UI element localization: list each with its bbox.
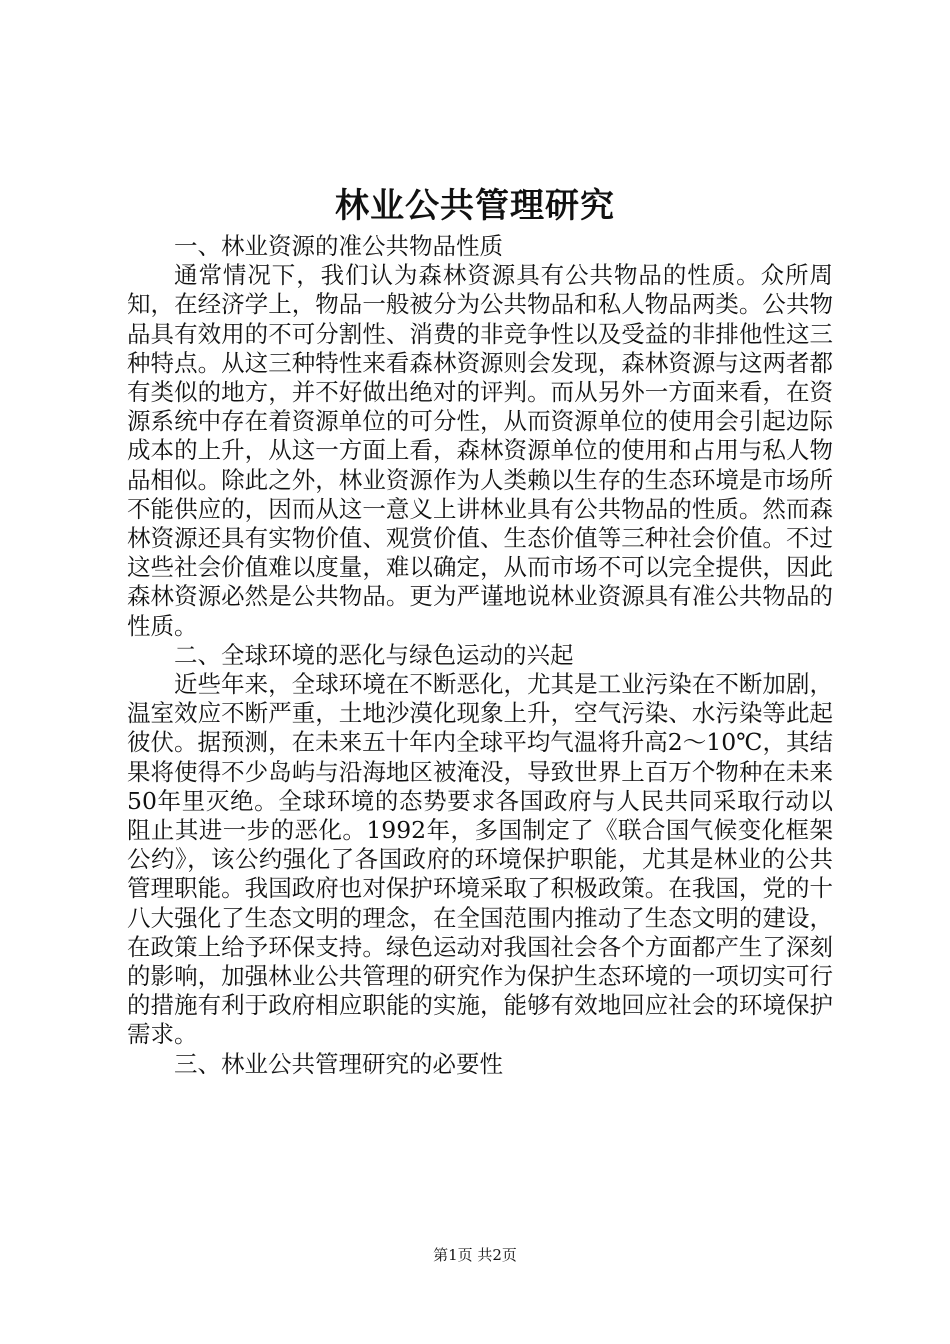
section-heading-2: 二、全球环境的恶化与绿色运动的兴起	[174, 640, 574, 669]
section-heading-1: 一、林业资源的准公共物品性质	[174, 232, 503, 260]
document-body	[127, 232, 833, 1079]
page-footer: 第1页 共2页	[433, 1246, 517, 1264]
document-title: 林业公共管理研究	[335, 186, 615, 226]
section-heading-3: 三、林业公共管理研究的必要性	[174, 1049, 503, 1078]
body-paragraph-2: 近些年来，全球环境在不断恶化，尤其是工业污染在不断加剧，温室效应不断严重，土地沙漠化现象上升，空气污染、水污染等此起彼伏。据预测，在未来五十年内全球平均气温将升高2～10℃，其结果将使得不少岛屿与沿海地区被淹没，导致世界上百万个物种在未来50年里灭绝。全球环境的态势要求各国政府与人民共同采取行动以阻止其进一步的恶化。1992年，多国制定了《联合国气候变化框架公约》，该公约强化了各国政府的环境保护职能，尤其是林业的公共管理职能。我国政府也对保护环境采取了积极政策。在我国，党的十八大强化了生态文明的理念，在全国范围内推动了生态文明的建设，在政策上给予环保支持。绿色运动对我国社会各个方面都产生了深刻的影响，加强林业公共管理的研究作为保护生态环境的一项切实可行的措施有利于政府相应职能的实施，能够有效地回应社会的环境保护需求。	[127, 670, 833, 1049]
body-paragraph-1: 通常情况下，我们认为森林资源具有公共物品的性质。众所周知，在经济学上，物品一般被分为公共物品和私人物品两类。公共物品具有效用的不可分割性、消费的非竞争性以及受益的非排他性这三种特点。从这三种特性来看森林资源则会发现，森林资源与这两者都有类似的地方，并不好做出绝对的评判。而从另外一方面来看，在资源系统中存在着资源单位的可分性，从而资源单位的使用会引起边际成本的上升，从这一方面上看，森林资源单位的使用和占用与私人物品相似。除此之外，林业资源作为人类赖以生存的生态环境是市场所不能供应的，因而从这一意义上讲林业具有公共物品的性质。然而森林资源还具有实物价值、观赏价值、生态价值等三种社会价值。不过这些社会价值难以度量，难以确定，从而市场不可以完全提供，因此森林资源必然是公共物品。更为严谨地说林业资源具有准公共物品的性质。	[127, 261, 833, 640]
